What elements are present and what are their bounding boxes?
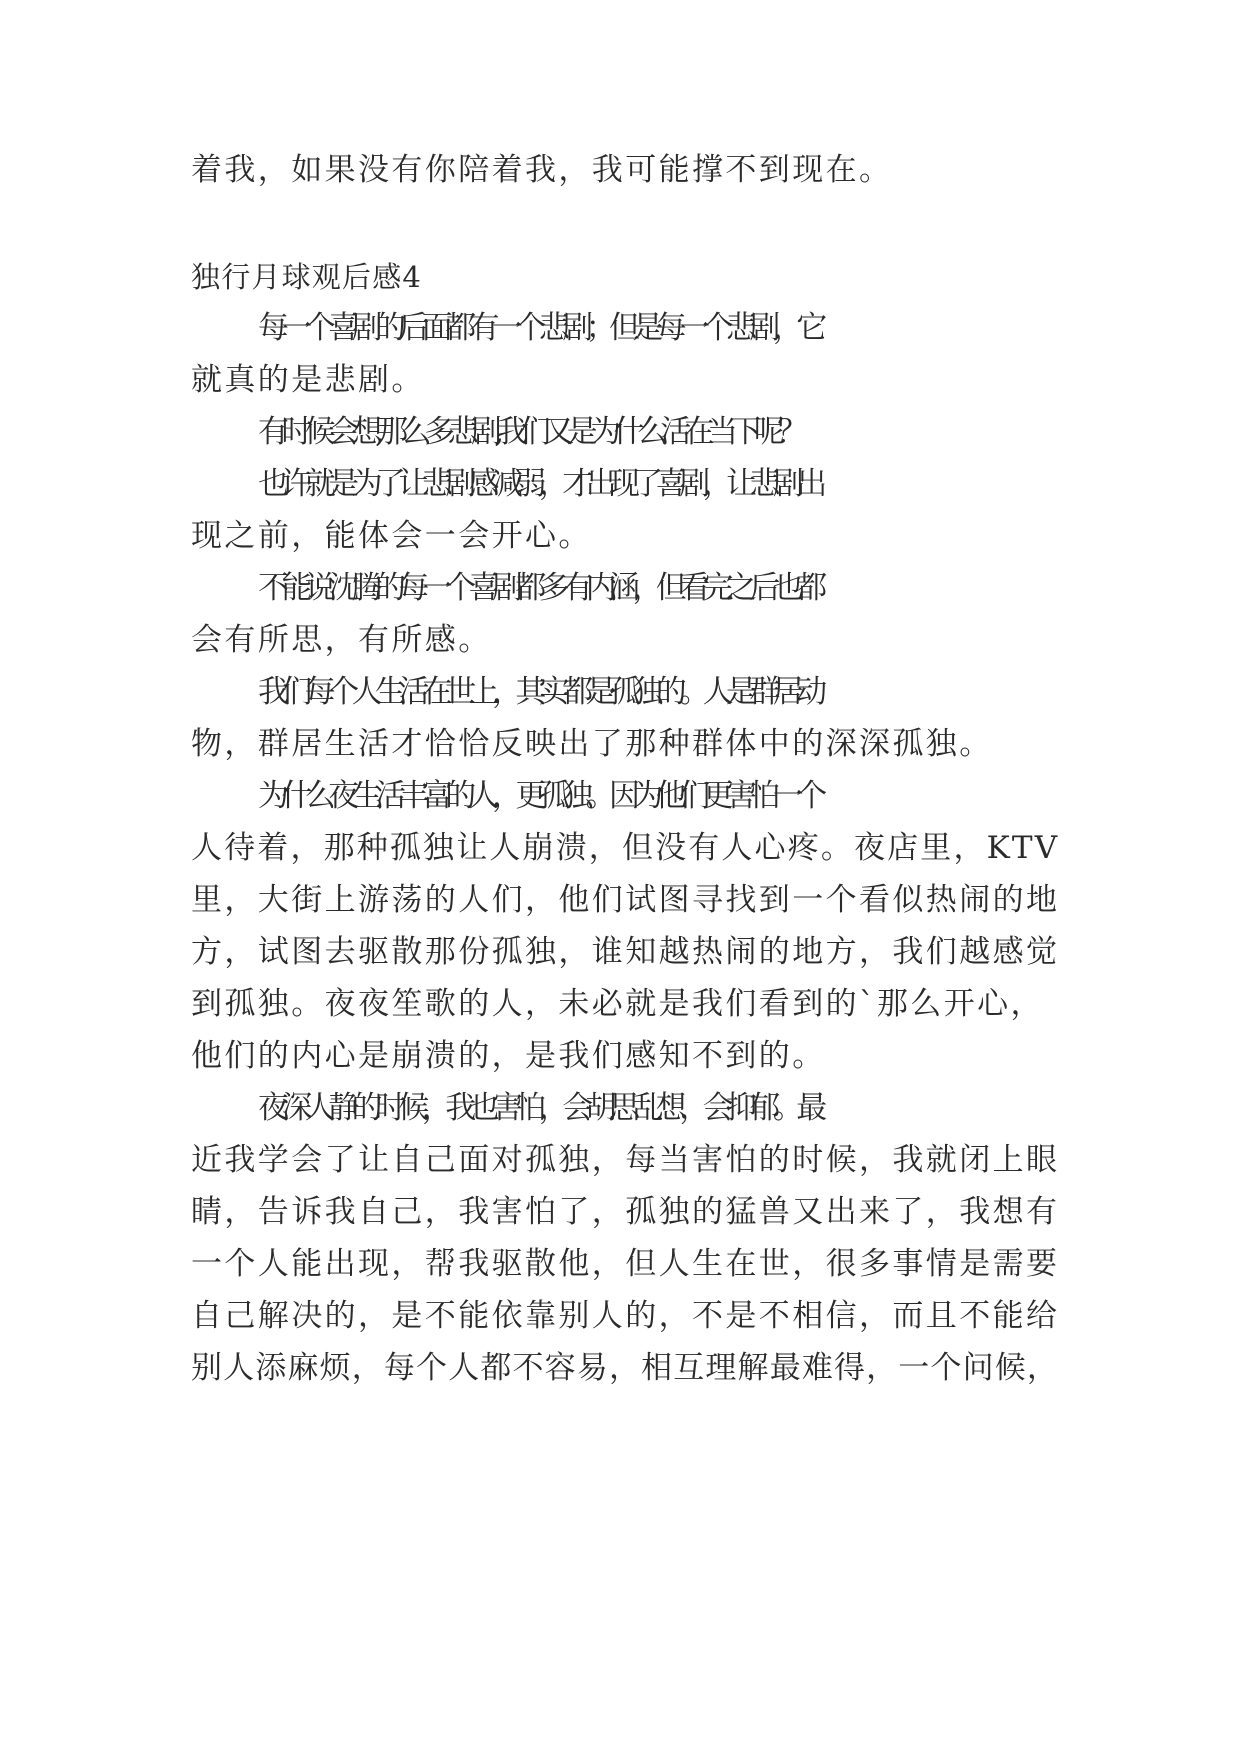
paragraph-4-line-2: 会有所思，有所感。 [191,622,492,658]
continuation-line: 着我，如果没有你陪着我，我可能撑不到现在。 [191,152,893,188]
paragraph-7-line-4: 一个人能出现，帮我驱散他，但人生在世，很多事情是需要 [191,1246,1060,1282]
paragraph-3-line-1: 也许就是为了让悲剧感减弱，才出现了喜剧，让悲剧出 [258,466,820,502]
paragraph-2-line-1: 有时候会想,那么多悲剧,我们又是为什么活在当下呢？ [258,414,801,450]
paragraph-6-line-6: 他们的内心是崩溃的，是我们感知不到的。 [191,1038,826,1074]
paragraph-4-line-1: 不能说沈腾的每一个喜剧都多有内涵，但看完之后也都 [258,570,820,606]
paragraph-7-line-6: 别人添麻烦，每个人都不容易，相互理解最难得，一个问候， [191,1350,1060,1386]
section-heading: 独行月球观后感4 [191,260,423,294]
paragraph-6-line-1: 为什么夜生活丰富的人，更孤独。因为他们更害怕一个 [258,778,820,814]
paragraph-6-line-4: 方，试图去驱散那份孤独，谁知越热闹的地方，我们越感觉 [191,934,1060,970]
paragraph-7-line-1: 夜深人静的时候，我也害怕，会胡思乱想，会抑郁。最 [258,1090,820,1126]
paragraph-5-line-2: 物，群居生活才恰恰反映出了那种群体中的深深孤独。 [191,726,993,762]
paragraph-6-line-3: 里，大街上游荡的人们，他们试图寻找到一个看似热闹的地 [191,882,1060,918]
paragraph-6-line-2: 人待着，那种孤独让人崩溃，但没有人心疼。夜店里，KTV [191,830,1060,866]
paragraph-7-line-5: 自己解决的，是不能依靠别人的，不是不相信，而且不能给 [191,1298,1060,1334]
paragraph-7-line-2: 近我学会了让自己面对孤独，每当害怕的时候，我就闭上眼 [191,1142,1060,1178]
paragraph-7-line-3: 睛，告诉我自己，我害怕了，孤独的猛兽又出来了，我想有 [191,1194,1060,1230]
paragraph-6-line-5: 到孤独。夜夜笙歌的人，未必就是我们看到的`那么开心， [191,986,1044,1022]
paragraph-1-line-1: 每一个喜剧的后面都有一个悲剧；但是每一个悲剧，它 [258,310,820,346]
paragraph-1-line-2: 就真的是悲剧。 [191,362,425,398]
paragraph-5-line-1: 我们每个人生活在世上，其实都是孤独的。人是群居动 [258,674,820,710]
paragraph-3-line-2: 现之前，能体会一会开心。 [191,518,592,554]
